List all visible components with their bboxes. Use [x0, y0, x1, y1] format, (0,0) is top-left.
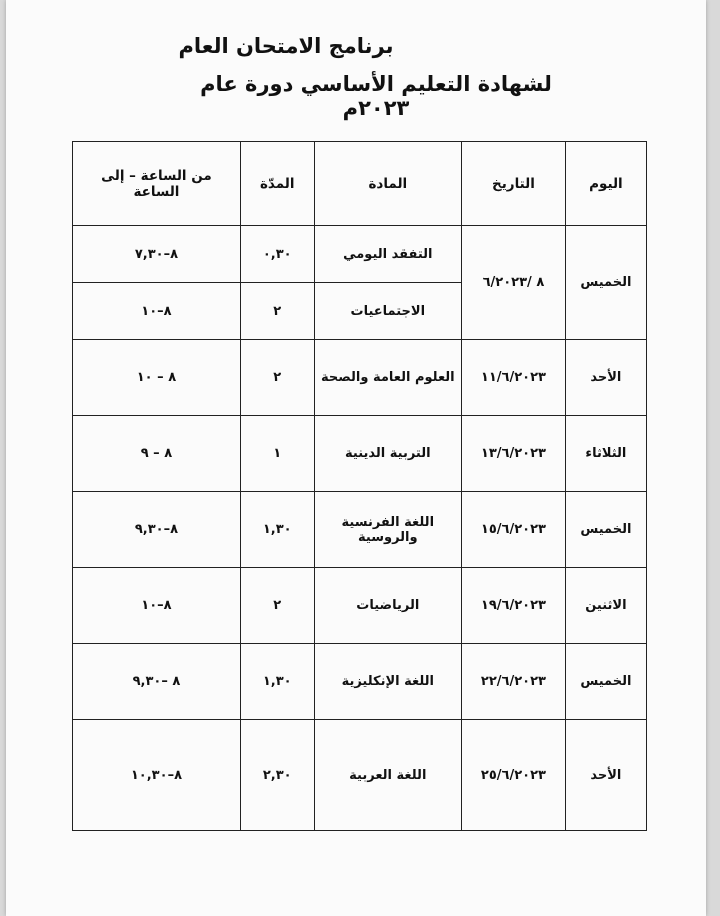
day-cell: الثلاثاء	[565, 416, 646, 492]
subject-cell: الرياضيات	[314, 568, 462, 644]
time-cell: ٨ –٩,٣٠	[73, 644, 241, 720]
table-header-row	[73, 142, 647, 226]
date-cell: ٢٢/٦/٢٠٢٣	[462, 644, 566, 720]
time-cell: ٨ – ٩	[73, 416, 241, 492]
time-cell: ٨ – ١٠	[73, 340, 241, 416]
subject-cell: التفقد اليومي	[314, 226, 462, 283]
time-cell: ٨–١٠	[73, 283, 241, 340]
duration-cell: ٢	[240, 340, 314, 416]
header-time: من الساعة – إلى الساعة	[73, 142, 241, 226]
duration-cell: ٢	[240, 283, 314, 340]
date-cell: ١٣/٦/٢٠٢٣	[462, 416, 566, 492]
day-cell: الاثنين	[565, 568, 646, 644]
subject-cell: اللغة الفرنسية والروسية	[314, 492, 462, 568]
date-cell: ١٩/٦/٢٠٢٣	[462, 568, 566, 644]
day-cell: الأحد	[565, 340, 646, 416]
document-subtitle: لشهادة التعليم الأساسي دورة عام ٢٠٢٣م	[200, 72, 552, 120]
table-row	[73, 226, 647, 283]
time-cell: ٨–١٠	[73, 568, 241, 644]
time-cell: ٨–١٠,٣٠	[73, 720, 241, 831]
day-cell: الخميس	[565, 492, 646, 568]
table-row	[73, 720, 647, 831]
table-row	[73, 416, 647, 492]
day-cell: الخميس	[565, 644, 646, 720]
header-subject: المادة	[314, 142, 462, 226]
day-cell: الأحد	[565, 720, 646, 831]
subject-cell: اللغة العربية	[314, 720, 462, 831]
exam-schedule-table	[72, 141, 647, 831]
date-cell: ٨ /٦/٢٠٢٣	[462, 226, 566, 340]
day-cell: الخميس	[565, 226, 646, 340]
table-row	[73, 340, 647, 416]
time-cell: ٨–٧,٣٠	[73, 226, 241, 283]
header-date: التاريخ	[462, 142, 566, 226]
duration-cell: ٢	[240, 568, 314, 644]
header-duration: المدّة	[240, 142, 314, 226]
subject-cell: التربية الدينية	[314, 416, 462, 492]
date-cell: ١١/٦/٢٠٢٣	[462, 340, 566, 416]
subject-cell: الاجتماعيات	[314, 283, 462, 340]
duration-cell: ٠,٣٠	[240, 226, 314, 283]
duration-cell: ١	[240, 416, 314, 492]
document-title: برنامج الامتحان العام	[178, 34, 394, 58]
date-cell: ١٥/٦/٢٠٢٣	[462, 492, 566, 568]
table-row	[73, 568, 647, 644]
duration-cell: ١,٣٠	[240, 492, 314, 568]
date-cell: ٢٥/٦/٢٠٢٣	[462, 720, 566, 831]
duration-cell: ٢,٣٠	[240, 720, 314, 831]
header-day: اليوم	[565, 142, 646, 226]
duration-cell: ١,٣٠	[240, 644, 314, 720]
table-row	[73, 644, 647, 720]
subject-cell: العلوم العامة والصحة	[314, 340, 462, 416]
document-page	[6, 0, 706, 916]
time-cell: ٨–٩,٣٠	[73, 492, 241, 568]
table-row	[73, 492, 647, 568]
subject-cell: اللغة الإنكليزية	[314, 644, 462, 720]
